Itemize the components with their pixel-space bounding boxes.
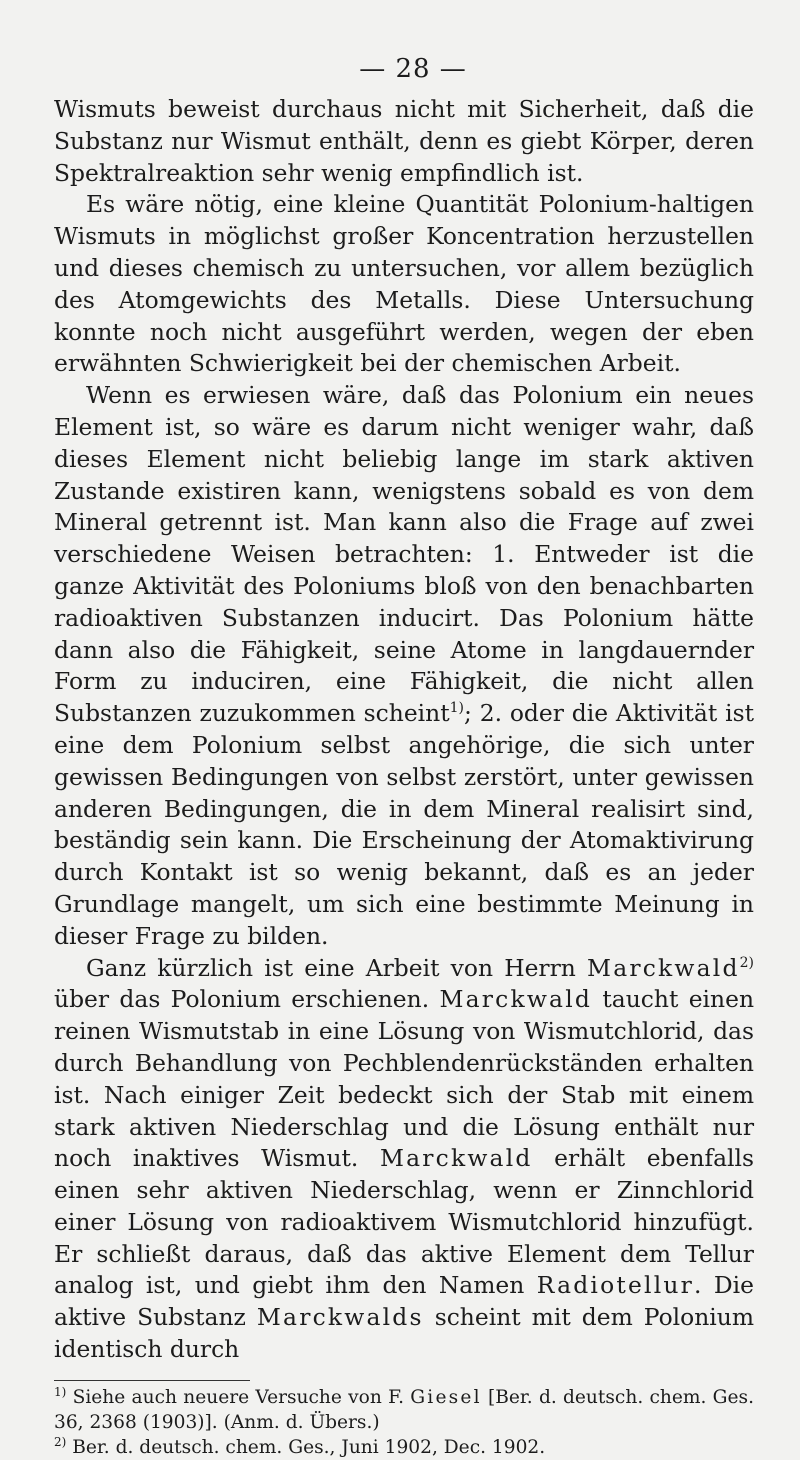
footnote-2-mark: 2)	[54, 1434, 67, 1449]
page-number: — 28 —	[359, 54, 467, 84]
paragraph-4-text-c: taucht einen reinen Wismutstab in eine Lösung von Wismutchlorid, das durch Behandlung von Pechblendenrückständen erhalten ist. Nach einiger Zeit bedeckt sich der Stab mit einem stark aktiven Niederschlag und die Lösung enthält nur noch inaktives Wismut.	[54, 985, 755, 1173]
paragraph-2: Es wäre nötig, eine kleine Quantität Polonium-haltigen Wismuts in möglichst großer Koncentration herzustellen und dieses chemisch zu untersuchen, vor allem bezüglich des Atomgewichts des Metalls. Diese Untersuchung konnte noch nicht ausgeführt werden, wegen der eben erwähnten Schwierigkeit bei der chemischen Arbeit.	[54, 190, 754, 378]
author-name-marckwalds: Marckwalds	[256, 1303, 424, 1332]
paragraph-4-text-b: über das Polonium erschienen.	[54, 985, 440, 1014]
author-name-marckwald: Marckwald	[439, 985, 593, 1014]
paragraph-1: Wismuts beweist durchaus nicht mit Sicherheit, daß die Substanz nur Wismut enthält, denn es giebt Körper, deren Spektralreaktion sehr wenig empfindlich ist.	[54, 95, 754, 187]
footnote-1-mark: 1)	[54, 1384, 67, 1399]
footnote-1	[54, 1385, 754, 1435]
footnote-ref-1: 1)	[449, 700, 464, 717]
term-radiotellur: Radiotellur	[536, 1271, 695, 1300]
paragraph-4-text-a: Ganz kürzlich ist eine Arbeit von Herrn	[86, 953, 588, 982]
footnote-2-text: Ber. d. deutsch. chem. Ges., Juni 1902, Dec. 1902.	[66, 1436, 546, 1458]
footnotes	[54, 1385, 754, 1460]
footnote-1-text-a: Siehe auch neuere Versuche von F.	[66, 1386, 411, 1408]
footnote-2	[54, 1435, 754, 1460]
paragraph-4	[54, 953, 754, 1366]
paragraph-4-text-e: . Die aktive Substanz	[54, 1271, 754, 1332]
paragraph-3-text-a: Wenn es erwiesen wäre, daß das Polonium ein neues Element ist, so wäre es darum nicht weniger wahr, daß dieses Element nicht beliebig lange im stark aktiven Zustande existiren kann, wenigstens sobald es von dem Mineral getrennt ist. Man kann also die Frage auf zwei verschiedene Weisen betrachten: 1. Entweder ist die ganze Aktivität des Poloniums bloß von den benachbarten radioaktiven Substanzen inducirt. Das Polonium hätte dann also die Fähigkeit, seine Atome in langdauernder Form zu induciren, eine Fähigkeit, die nicht allen Substanzen zuzukommen scheint	[54, 381, 754, 728]
paragraph-3-text-b: ; 2. oder die Aktivität ist eine dem Polonium selbst angehörige, die sich unter gewissen Bedingungen von selbst zerstört, unter gewissen anderen Bedingungen, die in dem Mineral realisirt sind, beständig sein kann. Die Erscheinung der Atomaktivirung durch Kontakt ist so wenig bekannt, daß es an jeder Grundlage mangelt, um sich eine bestimmte Meinung in dieser Frage zu bilden.	[54, 699, 754, 950]
footnote-1-text-b: [Ber. d. deutsch. chem. Ges. 36, 2368 (1903)]. (Anm. d. Übers.)	[54, 1386, 754, 1433]
author-name-giesel: Giesel	[410, 1386, 482, 1408]
author-name-marckwald: Marckwald	[587, 953, 740, 982]
paragraph-3	[54, 380, 754, 952]
footnote-ref-2: 2)	[739, 954, 754, 971]
author-name-marckwald: Marckwald	[379, 1144, 533, 1173]
paragraph-4-text-f: scheint mit dem Polonium identisch durch	[54, 1303, 754, 1364]
footnote-divider	[54, 1380, 250, 1381]
paragraph-4-text-d: erhält ebenfalls einen sehr aktiven Niederschlag, wenn er Zinnchlorid einer Lösung von radioaktivem Wismutchlorid hinzufügt. Er schließt daraus, daß das aktive Element dem Tellur analog ist, und giebt ihm den Namen	[54, 1144, 755, 1300]
body-text	[54, 94, 754, 1366]
